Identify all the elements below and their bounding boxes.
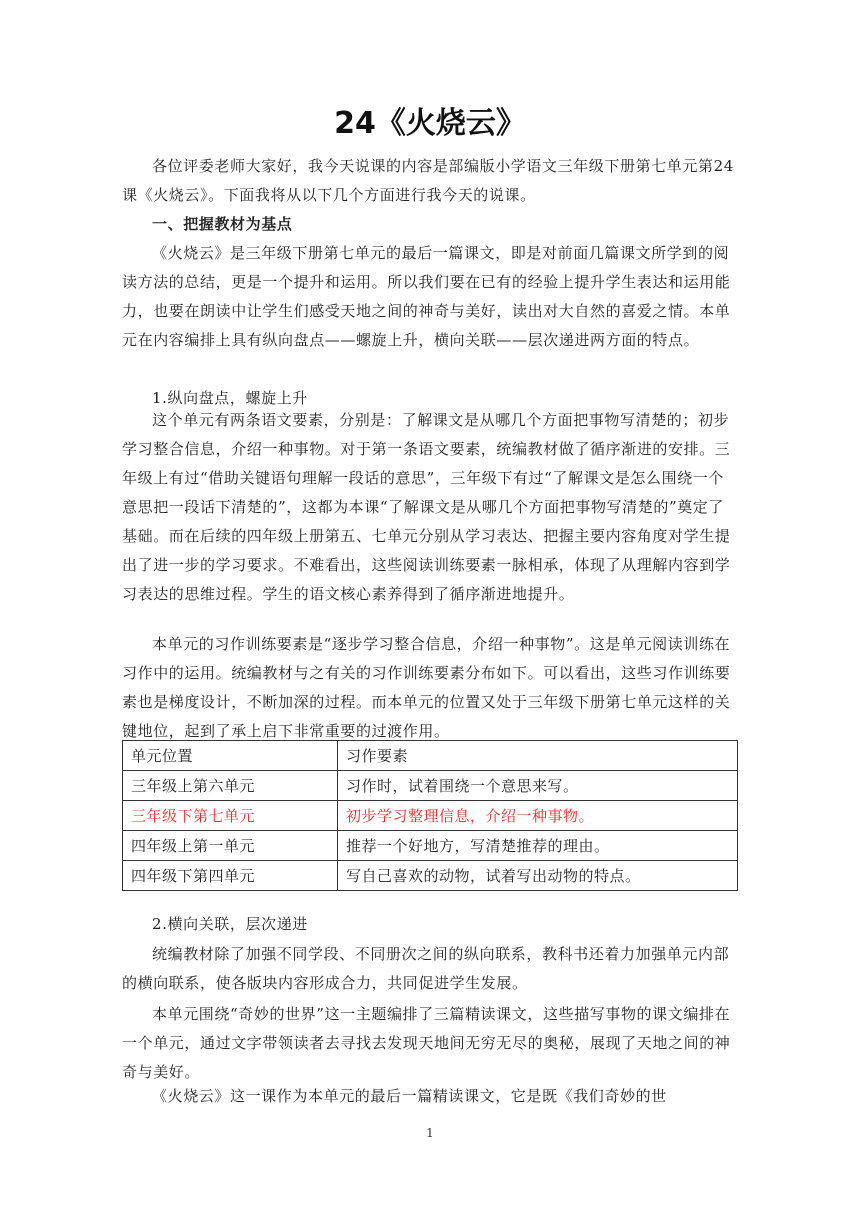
table-cell: 习作时，试着围绕一个意思来写。 xyxy=(338,771,738,801)
paragraph-horizontal: 统编教材除了加强不同学段、不同册次之间的纵向联系，教科书还着力加强单元内部的横向联系，使各版块内容形成合力，共同促进学生发展。 xyxy=(122,945,730,992)
table-cell: 推荐一个好地方，写清楚推荐的理由。 xyxy=(338,831,738,861)
section-heading-1: 一、把握教材为基点 xyxy=(152,215,293,233)
table-cell: 写自己喜欢的动物，试着写出动物的特点。 xyxy=(338,861,738,891)
subheading-1: 1.纵向盘点，螺旋上升 xyxy=(152,389,308,407)
paragraph-last: 《火烧云》这一课作为本单元的最后一篇精读课文，它是既《我们奇妙的世 xyxy=(152,1087,667,1105)
writing-elements-table xyxy=(122,740,738,891)
intro-paragraph: 各位评委老师大家好，我今天说课的内容是部编版小学语文三年级下册第七单元第24课《火烧云》。下面我将从以下几个方面进行我今天的说课。 xyxy=(122,157,734,204)
table-cell: 初步学习整理信息，介绍一种事物。 xyxy=(338,801,738,831)
table-row-highlighted xyxy=(123,801,738,831)
table-row xyxy=(123,861,738,891)
paragraph-reading-elements: 这个单元有两条语文要素，分别是：了解课文是从哪几个方面把事物写清楚的；初步学习整合信息，介绍一种事物。对于第一条语文要素，统编教材做了循序渐进的安排。三年级上有过“借助关键语句理解一段话的意思”，三年级下有过“了解课文是怎么围绕一个意思把一段话下清楚的”，这都为本课“了解课文是从哪几个方面把事物写清楚的”奠定了基础。而在后续的四年级上册第五、七单元分别从学习表达、把握主要内容角度对学生提出了进一步的学习要求。不难看出，这些阅读训练要素一脉相承，体现了从理解内容到学习表达的思维过程。学生的语文核心素养得到了循序渐进地提升。 xyxy=(122,411,731,603)
table-row xyxy=(123,771,738,801)
table-cell: 四年级下第四单元 xyxy=(123,861,338,891)
table-header-cell: 习作要素 xyxy=(338,741,738,771)
paragraph-writing-elements: 本单元的习作训练要素是“逐步学习整合信息，介绍一种事物”。这是单元阅读训练在习作中的运用。统编教材与之有关的习作训练要素分布如下。可以看出，这些习作训练要素也是梯度设计，不断加深的过程。而本单元的位置又处于三年级下册第七单元这样的关键地位，起到了承上启下非常重要的过渡作用。 xyxy=(122,635,731,740)
table-header-cell: 单元位置 xyxy=(123,741,338,771)
paragraph-theme: 本单元围绕“奇妙的世界”这一主题编排了三篇精读课文，这些描写事物的课文编排在一个单元，通过文字带领读者去寻找去发现天地间无穷无尽的奥秘，展现了天地之间的神奇与美好。 xyxy=(122,1005,731,1081)
table-cell: 四年级上第一单元 xyxy=(123,831,338,861)
table-header-row xyxy=(123,741,738,771)
table-row xyxy=(123,831,738,861)
table-cell: 三年级下第七单元 xyxy=(123,801,338,831)
subheading-2: 2.横向关联，层次递进 xyxy=(152,915,308,933)
table-cell: 三年级上第六单元 xyxy=(123,771,338,801)
paragraph-overview: 《火烧云》是三年级下册第七单元的最后一篇课文，即是对前面几篇课文所学到的阅读方法的总结，更是一个提升和运用。所以我们要在已有的经验上提升学生表达和运用能力，也要在朗读中让学生们感受天地之间的神奇与美好，读出对大自然的喜爱之情。本单元在内容编排上具有纵向盘点——螺旋上升，横向关联——层次递进两方面的特点。 xyxy=(122,244,731,349)
document-title: 24《火烧云》 xyxy=(334,106,526,141)
page-number: 1 xyxy=(426,1126,434,1140)
